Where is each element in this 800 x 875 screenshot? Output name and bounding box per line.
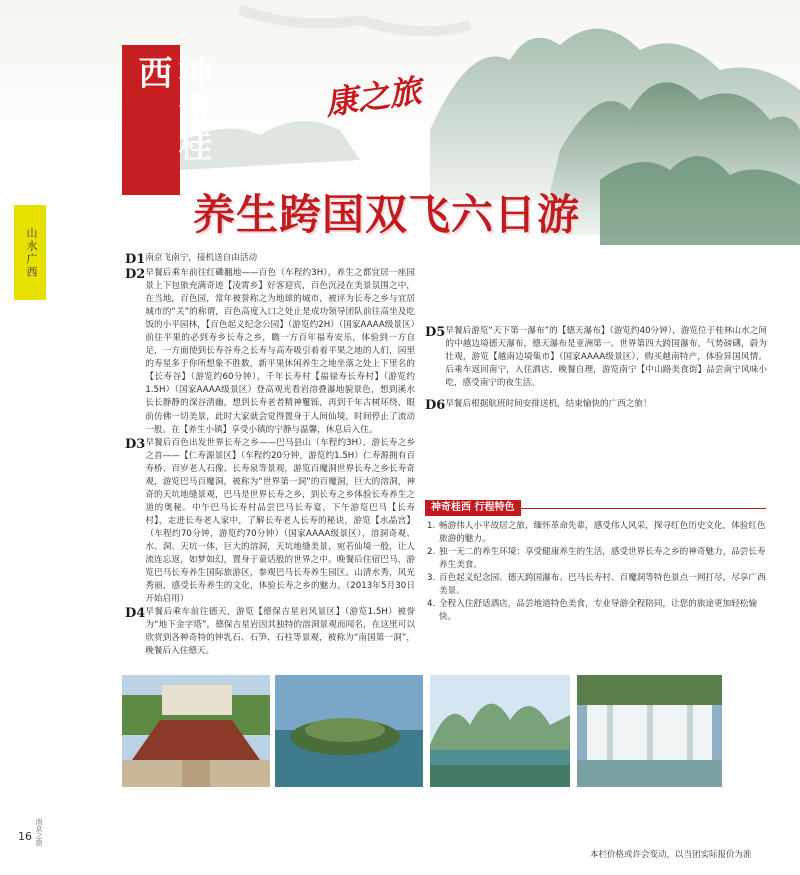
feature-text: 百色起义纪念园、德天跨国瀑布、巴马长寿村、百魔洞等特色景点一网打尽，尽享广西美景。: [439, 573, 766, 596]
itinerary-day: [125, 437, 415, 607]
day-label: D4: [125, 606, 146, 622]
section-tab: [14, 205, 46, 300]
day-text: 南京飞南宁，接机送自由活动: [145, 253, 258, 263]
features-list: [427, 520, 767, 624]
itinerary-day: [425, 398, 767, 413]
page-number: 16: [18, 830, 32, 843]
photo-island-lake: [275, 675, 423, 787]
day-text: 早餐后根据航班时间安排送机，结束愉快的广西之旅！: [445, 399, 652, 410]
feature-item: 4. 全程入住舒适酒店，品尝地道特色美食，专业导游全程陪同，让您的旅途更加轻松愉快。: [427, 598, 767, 624]
feature-text: 独一无二的养生环境：享受健康养生的生活，感受世界长寿之乡的神奇魅力，品尝长寿养生美食。: [439, 547, 766, 570]
brand-logo: 康之旅: [323, 71, 424, 123]
itinerary-day: [125, 252, 415, 267]
itinerary-day: [125, 267, 415, 437]
itinerary-day: [425, 325, 767, 390]
day-label: D6: [425, 398, 446, 414]
features-heading: 神奇桂西 行程特色: [425, 500, 521, 516]
feature-text: 畅游伟人小平故居之旅，缅怀革命先辈，感受伟人风采，探寻红色历史文化，体验红色旅游的魅力。: [439, 521, 766, 544]
magazine-name: 南京之旅: [35, 818, 43, 846]
day-text: 早餐后游览“天下第一瀑布”的【德天瀑布】（游览约40分钟），游览位于桂林山水之间的中越边境德天瀑布，德天瀑布是亚洲第一、世界第四大跨国瀑布，气势磅礴，蔚为壮观，游览【越南边境集市】（国家AAAA级景区），购买越南特产，体验异国风情。后乘车返回南宁，入住酒店，晚餐自理，游览南宁【中山路美食街】品尝南宁风味小吃，感受南宁的夜生活。: [445, 326, 767, 389]
feature-item: 2. 独一无二的养生环境：享受健康养生的生活，感受世界长寿之乡的神奇魅力，品尝长寿养生美食。: [427, 547, 766, 570]
page-title: 养生跨国双飞六日游: [193, 190, 581, 239]
feature-text: 全程入住舒适酒店，品尝地道特色美食，专业导游全程陪同，让您的旅途更加轻松愉快。: [439, 599, 757, 622]
day-label: D3: [125, 436, 146, 452]
day-text: 早餐后百色出发世界长寿之乡——巴马县山（车程约3H），游长寿之乡之首——【仁寿源景区】（车程约20分钟，游览约1.5H）仁寿源拥有百寿桥、百岁老人石像、长寿泉等景观，游览百魔洞世界长寿之乡长寿奇观，游览巴马百魔洞，被称为“世界第一洞”的百魔洞，巨大的溶洞，神奇的天坑地缝景观，巴马是世界长寿之乡，到长寿之乡体验长寿养生之道的奥秘。中午巴马长寿村品尝巴马长寿宴，下午游览巴马【长寿村】，走进长寿老人家中，了解长寿老人长寿的秘诀，游览【水晶宫】（车程约70分钟，游览约70分钟）（国家AAAA级景区），溶洞奇观、水、洞、天坑一体，巨大的溶洞，天坑地缝美景，宛若仙境一般，让人流连忘返，如梦如幻，置身于童话般的世界之中。晚餐后住宿巴马，游览巴马长寿养生国际旅游区，参观巴马长寿养生园区。山清水秀，风光秀丽，感受长寿养生的文化，体验长寿之乡的魅力。（2013年5月30日开始启用）: [145, 437, 415, 605]
section-tab-label: 山水广西: [25, 227, 38, 279]
day-label: D5: [425, 325, 446, 340]
region-banner: [122, 45, 212, 195]
itinerary-right-column: [425, 325, 767, 413]
photo-memorial-park: [122, 675, 270, 787]
itinerary-left-column: [125, 252, 415, 658]
day-label: D1: [125, 252, 146, 267]
itinerary-day: [125, 606, 415, 658]
photo-karst-river: [430, 675, 570, 787]
features-divider: [521, 508, 766, 509]
day-label: D2: [125, 267, 146, 282]
photo-waterfall: [577, 675, 722, 787]
footer-note: 本栏价格或许会变动，以当团实际报价为准: [590, 850, 752, 860]
feature-item: 1. 畅游伟人小平故居之旅，缅怀革命先辈，感受伟人风采，探寻红色历史文化，体验红色旅游的魅力。: [427, 521, 766, 544]
day-text: 早餐后乘车前往德天，游览【德保吉星岩风景区】（游览1.5H）被誉为“地下金字塔”，德保吉星岩因其独特的溶洞景观而闻名，在这里可以欣赏到各种奇特的钟乳石、石笋、石柱等景观，被称为“南国第一洞”，晚餐后入住德天。: [145, 607, 415, 657]
region-banner-text: 神奇桂西: [132, 55, 212, 163]
day-text: 早餐后乘车前往红磡翻地——百色（车程约3H），养生之都宜居一座园景上下包旅充满奇迹【凌霄乡】好客迎宾，百色沉浸在美景氛围之中，在当地，百色园，常年被誉称之为地球的城市，被评为长寿之乡与宜居城市的“关”的称谓，百色高度入口之处止是成功领导团队前往高坐及吃饭的小平园林，【百色起义纪念公园】（游览约2H）（国家AAAA级景区）前往平果的必到寿乡长寿之乡，瞻一方百年福寿安乐，体验到一方自足，一方面使到长寿谷寿之长寿与高寿吸引着着平果之地的人们，园里的寿星多于你所想象不胜数，新平果休闲养生之地坐落之处上下里名的【长寿谷】（游览约60分钟），千年长寿村【福禄寿长寿村】（游览约1.5H）（国家AAAA级景区）登高观光看岩溶叠瀑地貌景色，想到溪水长长静静的深谷清幽，想到长寿老者精神矍铄，再到千年古树环绕，眼前仿佛一切美景，此时大家就会觉得置身于人间仙境，时间停止了流动一般。在【养生小镇】享受小镇的宁静与温馨，休息后入住。: [145, 268, 415, 435]
feature-item: 3. 百色起义纪念园、德天跨国瀑布、巴马长寿村、百魔洞等特色景点一网打尽，尽享广西美景。: [427, 573, 766, 596]
